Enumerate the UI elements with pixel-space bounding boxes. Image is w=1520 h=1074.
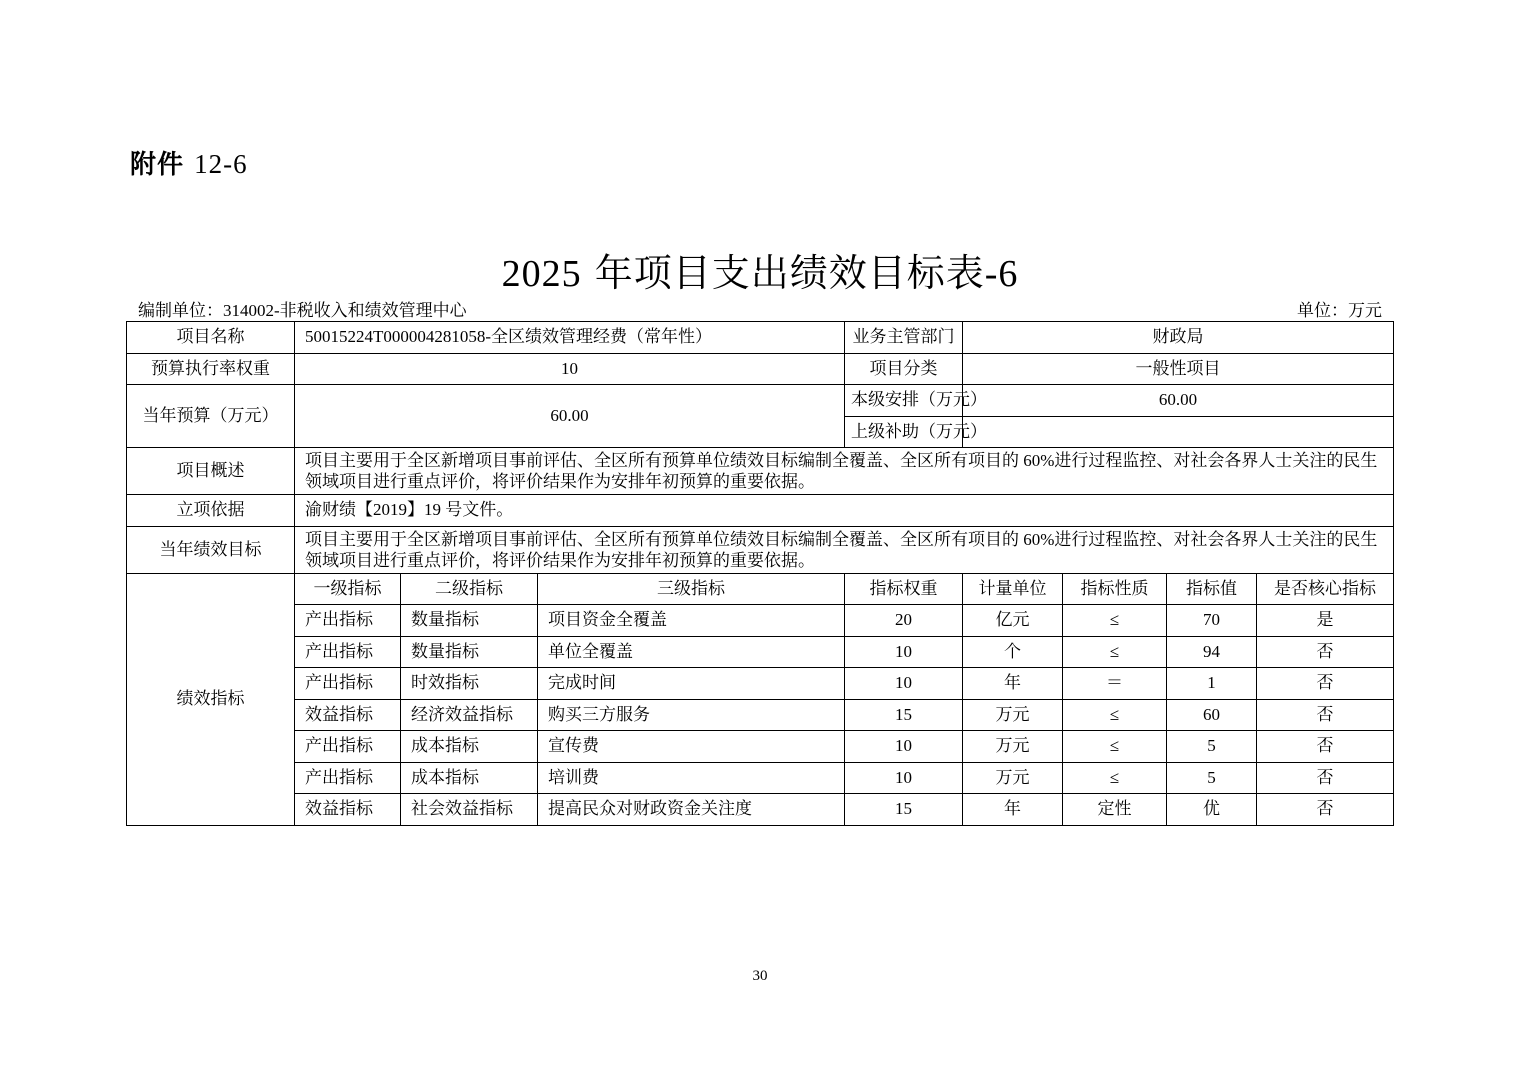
budget-value: 60.00 bbox=[295, 385, 845, 448]
cell-level3: 完成时间 bbox=[538, 668, 845, 700]
cell-core: 否 bbox=[1257, 668, 1394, 700]
cell-weight: 10 bbox=[845, 762, 963, 794]
cell-nature: ≤ bbox=[1063, 762, 1167, 794]
cell-level2: 数量指标 bbox=[401, 605, 538, 637]
cell-level2: 成本指标 bbox=[401, 731, 538, 763]
cell-core: 否 bbox=[1257, 762, 1394, 794]
row-basis bbox=[127, 495, 1394, 527]
header-level3: 三级指标 bbox=[538, 573, 845, 605]
table-row bbox=[127, 762, 1394, 794]
cell-level1: 产出指标 bbox=[295, 605, 401, 637]
table-row bbox=[127, 605, 1394, 637]
row-budget-local bbox=[127, 385, 1394, 417]
header-nature: 指标性质 bbox=[1063, 573, 1167, 605]
cell-core: 是 bbox=[1257, 605, 1394, 637]
row-overview bbox=[127, 448, 1394, 495]
title-text: 年项目支出绩效目标表 bbox=[594, 251, 985, 295]
goal-label: 当年绩效目标 bbox=[127, 526, 295, 573]
cell-value: 优 bbox=[1167, 794, 1257, 826]
cell-nature: ≤ bbox=[1063, 699, 1167, 731]
cell-core: 否 bbox=[1257, 731, 1394, 763]
department-label: 业务主管部门 bbox=[845, 322, 963, 354]
cell-level2: 经济效益指标 bbox=[401, 699, 538, 731]
cell-level1: 效益指标 bbox=[295, 699, 401, 731]
cell-level1: 产出指标 bbox=[295, 636, 401, 668]
cell-weight: 10 bbox=[845, 731, 963, 763]
cell-core: 否 bbox=[1257, 794, 1394, 826]
category-value: 一般性项目 bbox=[963, 353, 1394, 385]
cell-level3: 购买三方服务 bbox=[538, 699, 845, 731]
cell-unit: 万元 bbox=[963, 699, 1063, 731]
basis-label: 立项依据 bbox=[127, 495, 295, 527]
cell-level1: 产出指标 bbox=[295, 668, 401, 700]
cell-level3: 提高民众对财政资金关注度 bbox=[538, 794, 845, 826]
cell-unit: 个 bbox=[963, 636, 1063, 668]
compiling-unit: 编制单位：314002-非税收入和绩效管理中心 bbox=[138, 301, 467, 320]
cell-unit: 年 bbox=[963, 668, 1063, 700]
cell-weight: 10 bbox=[845, 636, 963, 668]
title-year: 2025 bbox=[501, 253, 582, 295]
local-label: 本级安排（万元） bbox=[845, 385, 963, 417]
cell-level3: 单位全覆盖 bbox=[538, 636, 845, 668]
cell-value: 5 bbox=[1167, 762, 1257, 794]
cell-value: 1 bbox=[1167, 668, 1257, 700]
cell-nature: 定性 bbox=[1063, 794, 1167, 826]
department-value: 财政局 bbox=[963, 322, 1394, 354]
cell-value: 70 bbox=[1167, 605, 1257, 637]
row-weight bbox=[127, 353, 1394, 385]
title-suffix: -6 bbox=[984, 253, 1019, 295]
cell-unit: 亿元 bbox=[963, 605, 1063, 637]
weight-label: 预算执行率权重 bbox=[127, 353, 295, 385]
cell-core: 否 bbox=[1257, 699, 1394, 731]
row-project-name bbox=[127, 322, 1394, 354]
category-label: 项目分类 bbox=[845, 353, 963, 385]
table-row bbox=[127, 699, 1394, 731]
page-title bbox=[0, 242, 1520, 297]
table-row bbox=[127, 794, 1394, 826]
header-value: 指标值 bbox=[1167, 573, 1257, 605]
cell-unit: 万元 bbox=[963, 762, 1063, 794]
budget-label: 当年预算（万元） bbox=[127, 385, 295, 448]
cell-value: 5 bbox=[1167, 731, 1257, 763]
row-goal bbox=[127, 526, 1394, 573]
cell-nature: ≤ bbox=[1063, 731, 1167, 763]
header-weight: 指标权重 bbox=[845, 573, 963, 605]
cell-nature: ≤ bbox=[1063, 605, 1167, 637]
cell-level1: 产出指标 bbox=[295, 762, 401, 794]
page-number: 30 bbox=[752, 968, 768, 984]
header-level1: 一级指标 bbox=[295, 573, 401, 605]
cell-level2: 成本指标 bbox=[401, 762, 538, 794]
header-level2: 二级指标 bbox=[401, 573, 538, 605]
overview-label: 项目概述 bbox=[127, 448, 295, 495]
attachment-label-text: 附件 bbox=[130, 150, 185, 180]
weight-value: 10 bbox=[295, 353, 845, 385]
table-row bbox=[127, 636, 1394, 668]
header-unit: 计量单位 bbox=[963, 573, 1063, 605]
cell-core: 否 bbox=[1257, 636, 1394, 668]
cell-weight: 15 bbox=[845, 794, 963, 826]
project-name-label: 项目名称 bbox=[127, 322, 295, 354]
cell-weight: 10 bbox=[845, 668, 963, 700]
goal-value: 项目主要用于全区新增项目事前评估、全区所有预算单位绩效目标编制全覆盖、全区所有项目的 60%进行过程监控、对社会各界人士关注的民生领域项目进行重点评价，将评价结果作为安排年初预算的重要依据。 bbox=[295, 526, 1394, 573]
attachment-number: 12-6 bbox=[194, 149, 248, 179]
cell-level3: 培训费 bbox=[538, 762, 845, 794]
overview-value: 项目主要用于全区新增项目事前评估、全区所有预算单位绩效目标编制全覆盖、全区所有项目的 60%进行过程监控、对社会各界人士关注的民生领域项目进行重点评价，将评价结果作为安排年初预算的重要依据。 bbox=[295, 448, 1394, 495]
cell-level2: 社会效益指标 bbox=[401, 794, 538, 826]
cell-level3: 宣传费 bbox=[538, 731, 845, 763]
attachment-label bbox=[130, 144, 248, 181]
basis-value: 渝财绩【2019】19 号文件。 bbox=[295, 495, 1394, 527]
header-core: 是否核心指标 bbox=[1257, 573, 1394, 605]
local-value: 60.00 bbox=[963, 385, 1394, 417]
indicators-section-label: 绩效指标 bbox=[127, 573, 295, 825]
cell-value: 60 bbox=[1167, 699, 1257, 731]
superior-label: 上级补助（万元） bbox=[845, 416, 963, 448]
cell-weight: 15 bbox=[845, 699, 963, 731]
cell-level1: 产出指标 bbox=[295, 731, 401, 763]
cell-unit: 年 bbox=[963, 794, 1063, 826]
cell-value: 94 bbox=[1167, 636, 1257, 668]
project-name-value: 50015224T000004281058-全区绩效管理经费（常年性） bbox=[295, 322, 845, 354]
cell-level2: 时效指标 bbox=[401, 668, 538, 700]
currency-unit: 单位：万元 bbox=[1297, 301, 1382, 320]
performance-goal-table bbox=[126, 321, 1394, 826]
cell-level2: 数量指标 bbox=[401, 636, 538, 668]
superior-value bbox=[963, 416, 1394, 448]
cell-level3: 项目资金全覆盖 bbox=[538, 605, 845, 637]
indicator-header-row bbox=[127, 573, 1394, 605]
cell-level1: 效益指标 bbox=[295, 794, 401, 826]
cell-weight: 20 bbox=[845, 605, 963, 637]
table-row bbox=[127, 668, 1394, 700]
table-row bbox=[127, 731, 1394, 763]
cell-unit: 万元 bbox=[963, 731, 1063, 763]
cell-nature: ≤ bbox=[1063, 636, 1167, 668]
cell-nature: ＝ bbox=[1063, 668, 1167, 700]
